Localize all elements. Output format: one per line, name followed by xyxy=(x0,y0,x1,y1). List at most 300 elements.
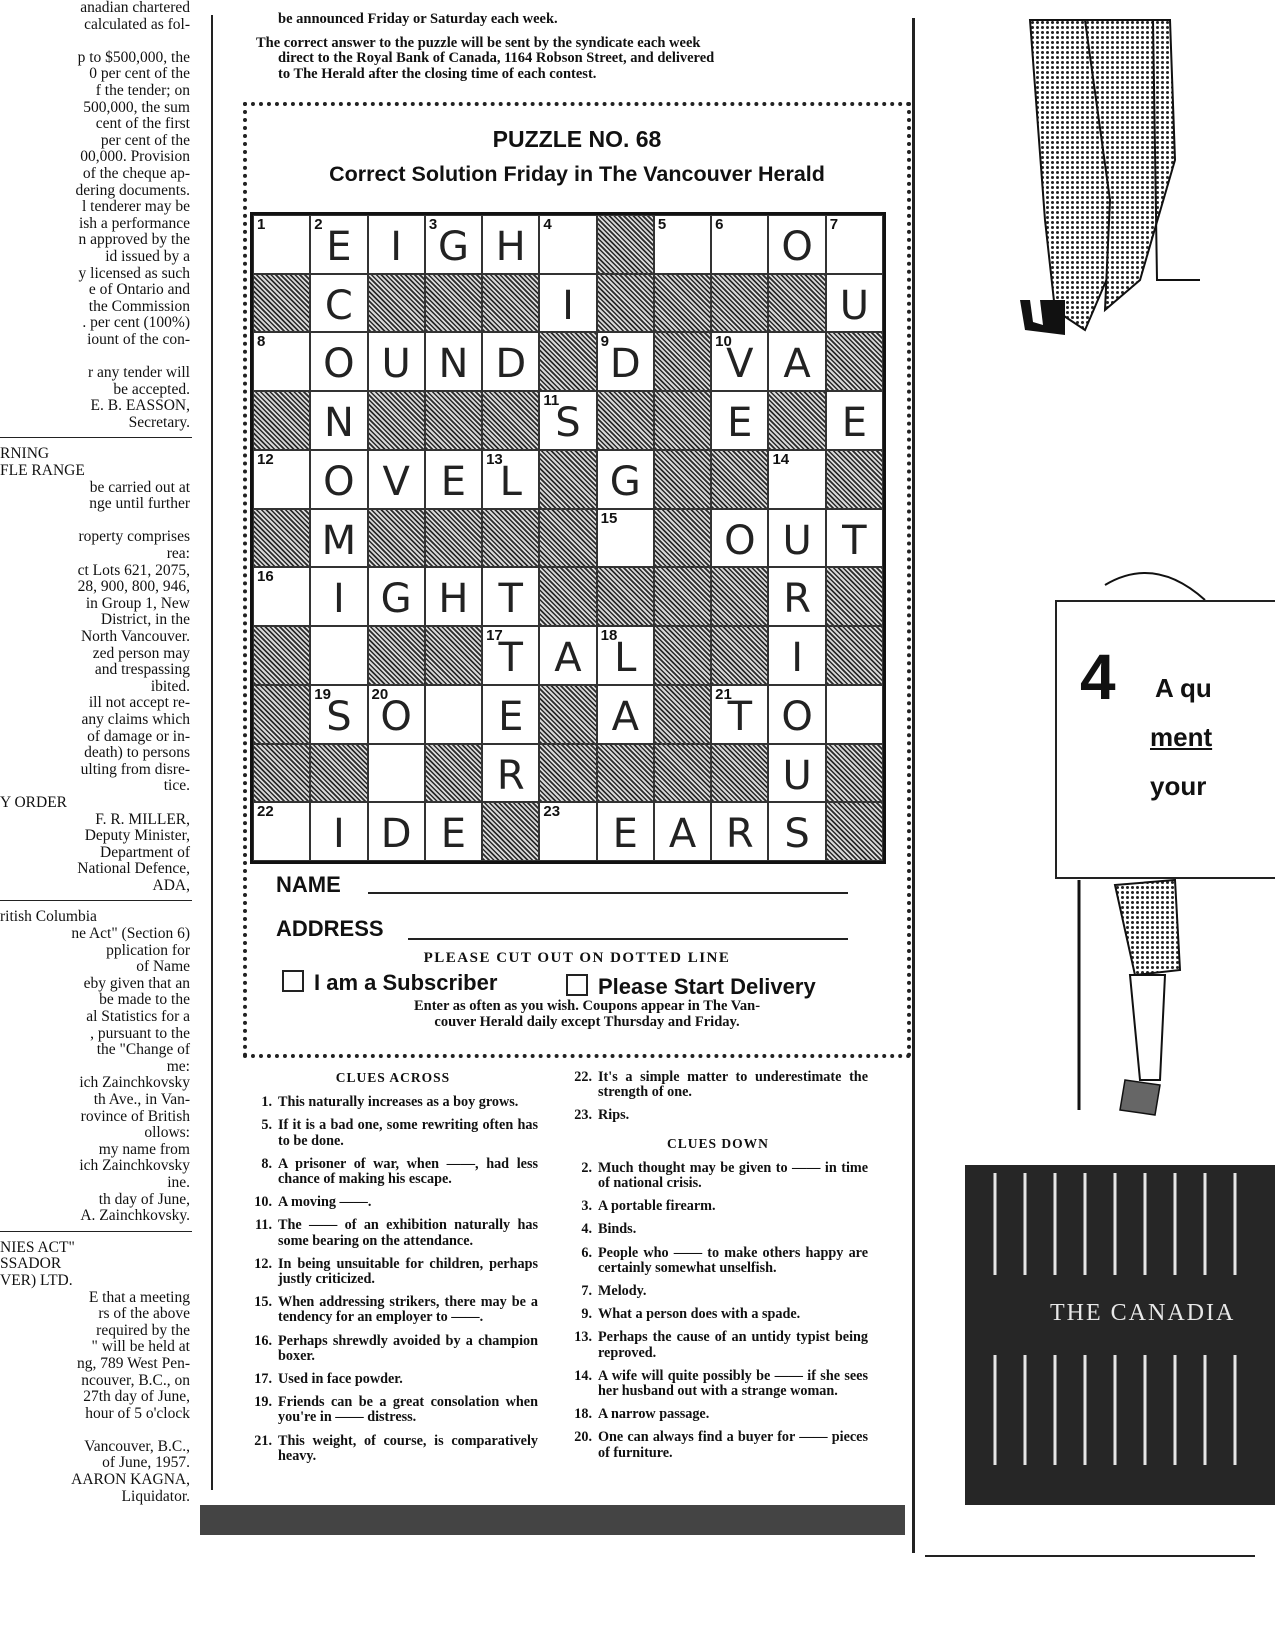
left-column-line: of Name xyxy=(136,958,190,976)
cell-letter: R xyxy=(496,752,525,799)
cell-letter: G xyxy=(437,224,469,270)
clue-number: 6. xyxy=(581,1244,592,1261)
cell-letter: I xyxy=(333,811,345,858)
clue-number: 15. xyxy=(254,1294,272,1311)
grid-cell xyxy=(368,215,425,274)
name-field[interactable] xyxy=(368,892,848,894)
left-column-line: me: xyxy=(166,1057,190,1075)
left-column-line: the Commission xyxy=(88,297,190,315)
advertisement-line-2: ment xyxy=(1150,722,1213,752)
black-square xyxy=(368,274,425,333)
left-column-line: Secretary. xyxy=(128,413,190,431)
black-square xyxy=(711,567,768,626)
black-square xyxy=(253,626,310,685)
grid-cell xyxy=(310,332,367,391)
clue-item xyxy=(248,1157,538,1187)
grid-cell xyxy=(482,332,539,391)
left-column-line: E. B. EASSON, xyxy=(90,397,190,415)
bank-advertisement-text: THE CANADIA xyxy=(1050,1300,1236,1326)
cell-number: 22 xyxy=(257,803,274,821)
clue-item xyxy=(248,1295,538,1325)
cell-letter: E xyxy=(440,811,467,858)
cell-number: 14 xyxy=(772,450,790,468)
grid-cell xyxy=(768,332,825,391)
left-column-line: of damage or in- xyxy=(87,727,190,745)
clue-item xyxy=(248,1218,538,1248)
left-column-line: my name from xyxy=(98,1140,190,1158)
cell-letter: S xyxy=(784,811,810,858)
cell-letter: T xyxy=(498,635,523,682)
left-column-line: of June, 1957. xyxy=(102,1454,190,1472)
left-column-line: e of Ontario and xyxy=(88,281,190,299)
cell-letter: E xyxy=(440,458,467,505)
grid-cell xyxy=(482,450,539,509)
advertisement-line-1: A qu xyxy=(1155,673,1212,703)
clue-text: In being unsuitable for children, perhaps justly criticized. xyxy=(278,1255,538,1288)
grid-cell xyxy=(310,391,367,450)
left-column-line: calculated as fol- xyxy=(84,15,190,33)
left-column-line: f the tender; on xyxy=(95,81,190,99)
grid-cell xyxy=(253,567,310,626)
grid-cell xyxy=(425,215,482,274)
grid-cell xyxy=(425,567,482,626)
clue-item xyxy=(568,1284,868,1299)
clue-text: A narrow passage. xyxy=(598,1406,710,1423)
left-column-line: Department of xyxy=(100,843,190,861)
clue-number: 10. xyxy=(254,1194,272,1211)
clue-text: Much thought may be given to —— in time of national crisis. xyxy=(598,1159,868,1192)
left-column-line: ine. xyxy=(167,1173,190,1191)
clue-item xyxy=(568,1307,868,1322)
black-square xyxy=(482,391,539,450)
clue-item xyxy=(248,1118,538,1148)
clue-item xyxy=(248,1334,538,1364)
cell-number: 9 xyxy=(600,333,609,351)
left-column-line: l tenderer may be xyxy=(81,198,190,216)
grid-cell xyxy=(368,744,425,803)
clue-item xyxy=(248,1395,538,1425)
intro-line-4: to The Herald after the closing time of each contest. xyxy=(278,65,597,82)
cell-letter: E xyxy=(326,224,352,270)
black-square xyxy=(768,391,825,450)
cell-letter: G xyxy=(380,576,412,623)
delivery-label: Please Start Delivery xyxy=(598,974,816,999)
clue-number: 13. xyxy=(574,1329,592,1346)
left-column-line: , pursuant to the xyxy=(90,1024,190,1042)
left-column-line: 500,000, the sum xyxy=(83,98,190,116)
grid-cell xyxy=(253,215,310,274)
cell-number: 7 xyxy=(829,216,839,233)
grid-cell xyxy=(826,215,883,274)
grid-cell xyxy=(482,744,539,803)
column-rule-left xyxy=(211,15,213,1490)
cell-letter: U xyxy=(839,282,869,329)
black-square xyxy=(654,744,711,803)
left-column-line: al Statistics for a xyxy=(86,1008,190,1026)
delivery-option[interactable] xyxy=(566,974,816,1000)
black-square xyxy=(711,450,768,509)
clue-text: The —— of an exhibition naturally has some bearing on the attendance. xyxy=(278,1217,538,1249)
left-column-line: eby given that an xyxy=(83,974,190,992)
grid-cell xyxy=(310,509,367,568)
cell-number: 21 xyxy=(715,685,732,703)
delivery-checkbox[interactable] xyxy=(566,974,588,996)
clue-text: Binds. xyxy=(598,1221,637,1238)
black-square xyxy=(826,744,883,803)
cut-line-notice: PLEASE CUT OUT ON DOTTED LINE xyxy=(423,950,731,966)
bottom-black-bar xyxy=(200,1505,905,1535)
clues-across-heading: CLUES ACROSS xyxy=(335,1070,451,1085)
grid-cell xyxy=(368,450,425,509)
black-square xyxy=(539,744,596,803)
clue-number: 23. xyxy=(574,1107,592,1124)
grid-cell xyxy=(539,802,596,861)
left-column-line xyxy=(0,348,192,365)
black-square xyxy=(654,567,711,626)
clue-item xyxy=(248,1434,538,1464)
clue-text: This naturally increases as a boy grows. xyxy=(278,1094,519,1111)
grid-cell xyxy=(310,274,367,333)
black-square xyxy=(597,274,654,333)
left-column-line: 00,000. Provision xyxy=(80,148,190,166)
grid-cell xyxy=(425,685,482,744)
grid-cell xyxy=(310,567,367,626)
clue-text: Used in face powder. xyxy=(278,1371,403,1388)
black-square xyxy=(253,685,310,744)
left-column-line: ill not accept re- xyxy=(88,694,190,712)
black-square xyxy=(310,744,367,803)
clue-text: Melody. xyxy=(598,1283,647,1300)
left-column-line: RNING xyxy=(0,445,50,463)
black-square xyxy=(425,274,482,333)
grid-cell xyxy=(482,215,539,274)
cell-letter: G xyxy=(609,458,641,505)
grid-cell xyxy=(711,215,768,274)
left-column-line: any claims which xyxy=(81,710,190,728)
clue-number: 18. xyxy=(574,1406,592,1423)
clue-text: A prisoner of war, when ——, had less chance of making his escape. xyxy=(278,1155,538,1188)
intro-line-1: be announced Friday or Saturday each week. xyxy=(278,11,558,27)
left-column-line: Y ORDER xyxy=(0,793,68,811)
cell-letter: U xyxy=(782,752,812,799)
cell-letter: A xyxy=(611,693,639,740)
grid-cell xyxy=(310,450,367,509)
black-square xyxy=(654,391,711,450)
black-square xyxy=(711,274,768,333)
black-square xyxy=(654,685,711,744)
cell-number: 18 xyxy=(600,627,618,645)
cell-letter: C xyxy=(324,282,353,329)
left-column-line: p to $500,000, the xyxy=(77,48,190,66)
black-square xyxy=(253,744,310,803)
cell-letter: O xyxy=(781,224,813,270)
clues-across-list xyxy=(248,1095,538,1464)
bank-ad-stripes xyxy=(965,1165,1275,1505)
left-column-line: " will be held at xyxy=(91,1338,190,1356)
black-square xyxy=(368,626,425,685)
black-square xyxy=(597,391,654,450)
clue-item xyxy=(248,1372,538,1387)
cell-letter: D xyxy=(495,341,527,388)
left-column-line: ct Lots 621, 2075, xyxy=(77,561,190,579)
grid-cell xyxy=(597,450,654,509)
left-column-line: ollows: xyxy=(144,1124,190,1142)
cell-number: 4 xyxy=(543,216,552,233)
black-square xyxy=(253,509,310,568)
grid-cell xyxy=(368,332,425,391)
column-rule-right xyxy=(912,18,915,1553)
black-square xyxy=(711,744,768,803)
black-square xyxy=(654,332,711,391)
left-column-line: A. Zainchkovsky. xyxy=(80,1207,190,1225)
left-column-line: dering documents. xyxy=(75,181,190,199)
entry-note xyxy=(262,998,912,1030)
left-column-line: ich Zainchkovsky xyxy=(79,1074,190,1092)
grid-cell xyxy=(310,626,367,685)
left-column-line xyxy=(0,1422,192,1439)
clues-down-column xyxy=(568,1070,868,1469)
clue-item xyxy=(568,1369,868,1399)
bottom-rule xyxy=(925,1555,1255,1557)
black-square xyxy=(826,802,883,861)
left-column-line: hour of 5 o'clock xyxy=(85,1404,190,1422)
left-column-line: VER) LTD. xyxy=(0,1271,73,1289)
grid-cell xyxy=(482,626,539,685)
grid-cell xyxy=(768,509,825,568)
clue-text: A moving ——. xyxy=(278,1194,372,1211)
cell-number: 12 xyxy=(257,450,274,468)
clue-text: What a person does with a spade. xyxy=(598,1306,801,1323)
cell-letter: O xyxy=(380,693,412,740)
puzzle-title: PUZZLE NO. 68 xyxy=(492,126,662,152)
cell-number: 20 xyxy=(371,685,389,703)
cell-number: 19 xyxy=(314,685,331,703)
black-square xyxy=(654,509,711,568)
clue-number: 17. xyxy=(254,1371,272,1388)
black-square xyxy=(654,274,711,333)
grid-cell xyxy=(711,685,768,744)
clue-item xyxy=(568,1108,868,1123)
cell-letter: R xyxy=(725,811,754,858)
cell-number: 11 xyxy=(543,392,560,410)
clue-number: 12. xyxy=(254,1255,272,1272)
left-column-line: iount of the con- xyxy=(87,330,190,348)
clues-down-heading: CLUES DOWN xyxy=(667,1135,769,1151)
clue-text: Friends can be a great consolation when you're in —— distress. xyxy=(278,1394,538,1426)
left-column-line: ng, 789 West Pen- xyxy=(77,1354,190,1372)
cell-letter: T xyxy=(842,517,867,564)
cell-letter: I xyxy=(562,282,574,329)
left-column-line: . per cent (100%) xyxy=(82,314,190,332)
left-column-line: E that a meeting xyxy=(88,1288,190,1306)
cell-letter: N xyxy=(323,400,354,447)
cell-letter: O xyxy=(323,458,355,505)
grid-cell xyxy=(368,802,425,861)
clue-text: It's a simple matter to underestimate the strength of one. xyxy=(598,1069,868,1101)
grid-cell xyxy=(654,215,711,274)
left-column-line: ne Act" (Section 6) xyxy=(71,925,190,943)
cell-number: 2 xyxy=(314,216,323,233)
advertisement-line-3: your xyxy=(1150,771,1207,801)
left-column-divider xyxy=(0,900,192,901)
black-square xyxy=(826,626,883,685)
black-square xyxy=(597,215,654,274)
left-column-line: per cent of the xyxy=(100,131,190,149)
grid-cell xyxy=(310,685,367,744)
crossword-grid xyxy=(250,212,886,864)
grid-cell xyxy=(826,274,883,333)
clue-number: 7. xyxy=(581,1283,592,1300)
cell-letter: I xyxy=(390,224,403,270)
cell-letter: S xyxy=(555,400,581,447)
black-square xyxy=(654,626,711,685)
cell-letter: E xyxy=(498,693,524,740)
clue-item xyxy=(568,1070,868,1100)
left-column-line: ulting from disre- xyxy=(80,760,190,778)
black-square xyxy=(425,391,482,450)
grid-cell xyxy=(253,332,310,391)
intro-line-2: The correct answer to the puzzle will be sent by the syndicate each week xyxy=(256,34,701,51)
cell-letter: E xyxy=(841,400,867,447)
clue-number: 16. xyxy=(254,1332,272,1349)
subscriber-checkbox[interactable] xyxy=(282,970,304,992)
grid-cell xyxy=(711,332,768,391)
black-square xyxy=(368,509,425,568)
left-column-line: zed person may xyxy=(92,644,190,662)
clue-number: 9. xyxy=(581,1306,592,1323)
grid-cell xyxy=(768,450,825,509)
left-column-line: id issued by a xyxy=(105,247,190,265)
cell-letter: N xyxy=(438,341,469,388)
grid-cell xyxy=(711,802,768,861)
address-field[interactable] xyxy=(408,938,848,940)
name-label: NAME xyxy=(276,872,341,897)
grid-cell xyxy=(539,215,596,274)
cell-letter: U xyxy=(782,517,812,564)
clue-number: 21. xyxy=(254,1432,272,1449)
black-square xyxy=(482,509,539,568)
black-square xyxy=(768,274,825,333)
left-column-line: be carried out at xyxy=(89,478,190,496)
grid-cell xyxy=(482,685,539,744)
clue-number: 3. xyxy=(581,1198,592,1215)
black-square xyxy=(539,509,596,568)
cell-letter: V xyxy=(382,458,410,505)
clue-text: Perhaps the cause of an untidy typist being reproved. xyxy=(598,1329,868,1361)
clue-text: Perhaps shrewdly avoided by a champion boxer. xyxy=(278,1332,538,1364)
cell-letter: U xyxy=(381,341,411,388)
subscriber-label: I am a Subscriber xyxy=(314,970,498,995)
left-column xyxy=(0,0,192,1560)
clue-text: If it is a bad one, some rewriting often has to be done. xyxy=(278,1117,538,1149)
clue-item xyxy=(568,1199,868,1214)
cell-letter: O xyxy=(724,517,756,564)
cell-letter: D xyxy=(609,341,641,388)
clue-item xyxy=(568,1161,868,1191)
grid-cell xyxy=(368,567,425,626)
grid-cell xyxy=(826,391,883,450)
clue-number: 2. xyxy=(581,1159,592,1176)
black-square xyxy=(654,450,711,509)
subscriber-option[interactable] xyxy=(282,970,497,996)
black-square xyxy=(425,626,482,685)
cell-letter: L xyxy=(614,635,637,682)
left-column-line: n approved by the xyxy=(78,231,190,249)
left-column-line: y licensed as such xyxy=(78,264,190,282)
black-square xyxy=(253,391,310,450)
cell-number: 5 xyxy=(657,216,667,233)
clue-item xyxy=(568,1430,868,1460)
clue-number: 20. xyxy=(574,1429,592,1446)
advertisement-number: 4 xyxy=(1080,641,1116,713)
black-square xyxy=(539,567,596,626)
grid-cell xyxy=(368,685,425,744)
grid-cell xyxy=(310,802,367,861)
left-column-line: anadian chartered xyxy=(80,0,190,16)
clue-text: This weight, of course, is comparatively heavy. xyxy=(278,1432,538,1464)
black-square xyxy=(539,332,596,391)
left-column-line: North Vancouver. xyxy=(80,627,190,645)
grid-cell xyxy=(768,802,825,861)
advertisement-illustration xyxy=(925,0,1275,1160)
cell-number: 8 xyxy=(257,333,266,351)
black-square xyxy=(539,450,596,509)
clues-down-list xyxy=(568,1161,868,1461)
black-square xyxy=(826,450,883,509)
clue-number: 1. xyxy=(261,1094,272,1111)
left-column-line: 28, 900, 800, 946, xyxy=(77,578,190,596)
grid-cell xyxy=(711,509,768,568)
cell-letter: T xyxy=(498,576,523,623)
left-column-line: th day of June, xyxy=(98,1190,190,1208)
clue-item xyxy=(248,1095,538,1110)
cell-number: 1 xyxy=(257,216,266,233)
left-column-line: tice. xyxy=(163,777,190,795)
grid-cell xyxy=(597,509,654,568)
grid-cell xyxy=(310,215,367,274)
entry-note-line-2: couver Herald daily except Thursday and Friday. xyxy=(434,1014,740,1030)
cell-number: 10 xyxy=(715,333,732,351)
cell-letter: E xyxy=(727,400,753,447)
grid-cell xyxy=(597,802,654,861)
left-column-line: roperty comprises xyxy=(78,528,190,546)
grid-cell xyxy=(597,332,654,391)
grid-cell xyxy=(539,274,596,333)
entry-note-line-1: Enter as often as you wish. Coupons appear in The Van- xyxy=(413,998,761,1014)
puzzle-subtitle: Correct Solution Friday in The Vancouver Herald xyxy=(329,162,825,186)
left-column-divider xyxy=(0,437,192,438)
left-column-line: ncouver, B.C., on xyxy=(81,1371,190,1389)
left-column-line: be accepted. xyxy=(113,380,190,398)
grid-cell xyxy=(768,744,825,803)
left-column-line: ritish Columbia xyxy=(0,908,97,926)
cell-letter: M xyxy=(321,517,357,564)
clue-item xyxy=(568,1407,868,1422)
grid-cell xyxy=(711,391,768,450)
grid-cell xyxy=(768,626,825,685)
cell-letter: S xyxy=(326,693,352,740)
bank-advertisement xyxy=(965,1165,1275,1505)
cell-letter: H xyxy=(438,576,469,623)
cell-number: 15 xyxy=(600,509,618,527)
left-column-line: 0 per cent of the xyxy=(89,65,190,83)
left-column-line: Vancouver, B.C., xyxy=(84,1437,190,1455)
cell-letter: A xyxy=(668,811,697,858)
clue-item xyxy=(248,1257,538,1287)
black-square xyxy=(597,744,654,803)
black-square xyxy=(826,567,883,626)
left-column-line: in Group 1, New xyxy=(85,594,190,612)
